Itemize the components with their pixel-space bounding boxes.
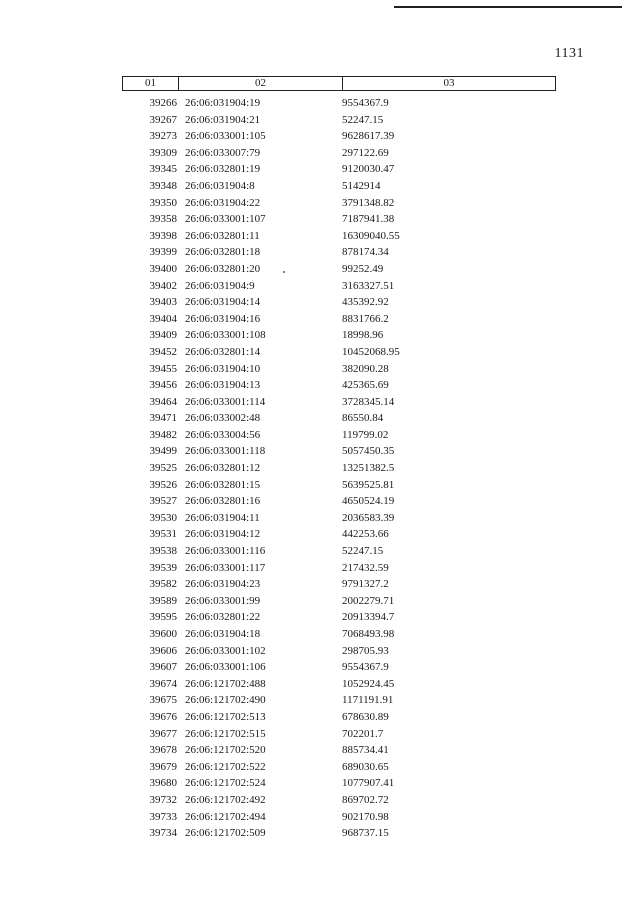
cell-number: 39582 (149, 578, 177, 591)
cell-number: 39399 (149, 246, 177, 259)
cell-cadastral-id: 26:06:031904:14 (185, 296, 261, 309)
cell-cadastral-id: 26:06:033001:116 (185, 545, 266, 558)
cell-value: 4650524.19 (342, 495, 395, 508)
cell-cadastral-id: 26:06:033001:108 (185, 329, 266, 342)
table-row (122, 161, 556, 178)
cell-cadastral-id: 26:06:031904:11 (185, 511, 260, 524)
table-row (122, 510, 556, 527)
cell-number: 39600 (149, 628, 177, 640)
cell-cadastral-id: 26:06:031904:10 (185, 362, 261, 375)
table-row (122, 626, 556, 643)
cell-number: 39400 (149, 262, 177, 275)
table-row (122, 211, 556, 228)
cell-cadastral-id: 26:06:032801:16 (185, 495, 261, 508)
cell-cadastral-id: 26:06:121702:488 (185, 677, 266, 690)
cell-value: 8831766.2 (342, 312, 389, 325)
cell-value: 9120030.47 (342, 163, 395, 176)
table-row (122, 576, 556, 593)
cell-cadastral-id: 26:06:033001:102 (185, 644, 266, 657)
scan-speck (283, 271, 285, 273)
cell-number: 39455 (149, 362, 177, 375)
cell-number: 39452 (149, 345, 177, 358)
cell-number: 39732 (149, 793, 177, 806)
cell-cadastral-id: 26:06:033001:99 (185, 594, 261, 607)
table-row (122, 543, 556, 560)
cell-cadastral-id: 26:06:031904:13 (185, 379, 261, 392)
cell-number: 39530 (149, 511, 177, 524)
column-header-03: 03 (443, 77, 455, 89)
table-row (122, 128, 556, 145)
cell-number: 39464 (149, 395, 177, 408)
cell-cadastral-id: 26:06:032801:19 (185, 163, 261, 176)
table-row (122, 278, 556, 295)
cell-number: 39607 (149, 661, 177, 674)
cell-cadastral-id: 26:06:032801:12 (185, 462, 261, 475)
cell-cadastral-id: 26:06:031904:18 (185, 628, 261, 640)
cell-cadastral-id: 26:06:121702:522 (185, 760, 266, 773)
table-row (122, 676, 556, 693)
cell-value: 52247.15 (342, 545, 384, 558)
cell-cadastral-id: 26:06:033001:114 (185, 395, 266, 408)
cell-cadastral-id: 26:06:121702:520 (185, 744, 266, 757)
cell-number: 39606 (149, 644, 177, 657)
cell-cadastral-id: 26:06:033001:106 (185, 661, 266, 674)
cell-number: 39499 (149, 445, 177, 458)
table-row (122, 443, 556, 460)
cell-value: 18998.96 (342, 329, 384, 342)
cell-value: 20913394.7 (342, 611, 395, 624)
cell-value: 7068493.98 (342, 628, 395, 640)
table-row (122, 261, 556, 278)
cell-number: 39409 (149, 329, 177, 342)
cell-number: 39733 (149, 810, 177, 823)
cell-cadastral-id: 26:06:033001:118 (185, 445, 266, 458)
cell-value: 119799.02 (342, 428, 389, 441)
column-header-01: 01 (123, 77, 179, 90)
top-rule (394, 6, 622, 8)
table-row (122, 410, 556, 427)
cell-value: 3163327.51 (342, 279, 395, 292)
cell-value: 297122.69 (342, 146, 389, 159)
cell-number: 39674 (149, 677, 177, 690)
cell-cadastral-id: 26:06:033001:105 (185, 130, 266, 143)
table-row (122, 709, 556, 726)
table-row (122, 95, 556, 112)
cell-number: 39267 (149, 113, 177, 126)
cell-value: 5057450.35 (342, 445, 395, 458)
cell-value: 1171191.91 (342, 694, 394, 707)
table-row (122, 294, 556, 311)
table-row (122, 593, 556, 610)
table-row (122, 327, 556, 344)
cell-cadastral-id: 26:06:032801:20 (185, 262, 261, 275)
cell-value: 3791348.82 (342, 196, 395, 209)
cell-cadastral-id: 26:06:031904:8 (185, 179, 255, 192)
cell-value: 9628617.39 (342, 130, 395, 143)
table-row (122, 112, 556, 129)
cell-cadastral-id: 26:06:121702:515 (185, 727, 266, 740)
cell-number: 39734 (149, 827, 177, 840)
cell-value: 13251382.5 (342, 462, 395, 475)
cell-value: 52247.15 (342, 113, 384, 126)
cell-cadastral-id: 26:06:033007:79 (185, 146, 261, 159)
cell-cadastral-id: 26:06:031904:16 (185, 312, 261, 325)
cell-value: 2036583.39 (342, 511, 395, 524)
cell-cadastral-id: 26:06:031904:22 (185, 196, 261, 209)
table-row (122, 659, 556, 676)
table-row (122, 145, 556, 162)
cell-value: 678630.89 (342, 710, 389, 723)
cell-cadastral-id: 26:06:032801:22 (185, 611, 261, 624)
table-row (122, 228, 556, 245)
cell-value: 869702.72 (342, 793, 389, 806)
cell-cadastral-id: 26:06:033001:107 (185, 213, 266, 226)
cell-number: 39531 (149, 528, 177, 541)
cell-cadastral-id: 26:06:032801:18 (185, 246, 261, 259)
cell-value: 878174.34 (342, 246, 389, 259)
cell-value: 9791327.2 (342, 578, 389, 591)
cell-value: 3728345.14 (342, 395, 395, 408)
cell-value: 425365.69 (342, 379, 389, 392)
cell-cadastral-id: 26:06:032801:14 (185, 345, 261, 358)
cell-number: 39358 (149, 213, 177, 226)
cell-number: 39595 (149, 611, 177, 624)
cell-number: 39309 (149, 146, 177, 159)
cell-cadastral-id: 26:06:031904:21 (185, 113, 261, 126)
cell-cadastral-id: 26:06:121702:524 (185, 777, 266, 790)
cell-cadastral-id: 26:06:033001:117 (185, 561, 266, 574)
cell-value: 435392.92 (342, 296, 389, 309)
cell-number: 39471 (149, 412, 177, 425)
cell-cadastral-id: 26:06:121702:492 (185, 793, 266, 806)
cell-number: 39589 (149, 594, 177, 607)
table-row (122, 759, 556, 776)
table-row (122, 311, 556, 328)
cell-value: 10452068.95 (342, 345, 400, 358)
table-row (122, 609, 556, 626)
table-row (122, 809, 556, 826)
cell-cadastral-id: 26:06:033004:56 (185, 428, 261, 441)
cell-value: 86550.84 (342, 412, 384, 425)
cell-number: 39538 (149, 545, 177, 558)
cell-number: 39456 (149, 379, 177, 392)
cell-number: 39539 (149, 561, 177, 574)
cell-value: 9554367.9 (342, 97, 389, 109)
table-row (122, 460, 556, 477)
cell-number: 39525 (149, 462, 177, 475)
cell-number: 39527 (149, 495, 177, 508)
cell-value: 902170.98 (342, 810, 389, 823)
cell-cadastral-id: 26:06:032801:11 (185, 229, 260, 242)
cell-value: 702201.7 (342, 727, 384, 740)
table-row (122, 427, 556, 444)
cell-number: 39404 (149, 312, 177, 325)
cell-value: 885734.41 (342, 744, 389, 757)
cell-value: 1077907.41 (342, 777, 395, 790)
table-row (122, 493, 556, 510)
table-row (122, 377, 556, 394)
cell-value: 689030.65 (342, 760, 389, 773)
cell-cadastral-id: 26:06:031904:9 (185, 279, 255, 292)
cell-number: 39482 (149, 428, 177, 441)
cell-cadastral-id: 26:06:121702:509 (185, 827, 266, 840)
cell-cadastral-id: 26:06:121702:513 (185, 710, 266, 723)
table-row (122, 195, 556, 212)
table-row (122, 643, 556, 660)
cell-number: 39680 (149, 777, 177, 790)
cell-number: 39678 (149, 744, 177, 757)
cell-number: 39350 (149, 196, 177, 209)
column-header-02: 02 (179, 77, 343, 90)
cell-value: 9554367.9 (342, 661, 389, 674)
cell-value: 298705.93 (342, 644, 389, 657)
cell-cadastral-id: 26:06:031904:12 (185, 528, 261, 541)
cell-number: 39677 (149, 727, 177, 740)
cell-number: 39676 (149, 710, 177, 723)
page-number: 1131 (554, 46, 584, 61)
table-header (122, 76, 556, 91)
cell-number: 39348 (149, 179, 177, 192)
cell-cadastral-id: 26:06:121702:490 (185, 694, 266, 707)
table-row (122, 560, 556, 577)
cell-cadastral-id: 26:06:031904:23 (185, 578, 261, 591)
table-row (122, 526, 556, 543)
table-body (122, 95, 556, 842)
cell-cadastral-id: 26:06:031904:19 (185, 97, 261, 109)
table-row (122, 361, 556, 378)
cell-number: 39675 (149, 694, 177, 707)
cell-number: 39273 (149, 130, 177, 143)
table-row (122, 692, 556, 709)
table-row (122, 394, 556, 411)
cell-value: 2002279.71 (342, 594, 395, 607)
cell-value: 5142914 (342, 179, 381, 192)
table-row (122, 178, 556, 195)
cell-number: 39403 (149, 296, 177, 309)
cell-cadastral-id: 26:06:121702:494 (185, 810, 266, 823)
cell-number: 39398 (149, 229, 177, 242)
table-row (122, 244, 556, 261)
table-row (122, 742, 556, 759)
cell-number: 39266 (149, 97, 177, 109)
cell-value: 99252.49 (342, 262, 384, 275)
cell-value: 5639525.81 (342, 478, 395, 491)
cell-cadastral-id: 26:06:033002:48 (185, 412, 261, 425)
cell-value: 382090.28 (342, 362, 389, 375)
table-row (122, 775, 556, 792)
cell-value: 217432.59 (342, 561, 389, 574)
table-row (122, 344, 556, 361)
cell-value: 968737.15 (342, 827, 389, 840)
cell-value: 16309040.55 (342, 229, 400, 242)
cell-value: 442253.66 (342, 528, 389, 541)
cell-value: 7187941.38 (342, 213, 395, 226)
cell-cadastral-id: 26:06:032801:15 (185, 478, 261, 491)
cell-number: 39679 (149, 760, 177, 773)
cell-number: 39402 (149, 279, 177, 292)
cell-number: 39526 (149, 478, 177, 491)
cell-number: 39345 (149, 163, 177, 176)
table-row (122, 477, 556, 494)
table-row (122, 825, 556, 842)
table-row (122, 726, 556, 743)
cell-value: 1052924.45 (342, 677, 395, 690)
table-row (122, 792, 556, 809)
